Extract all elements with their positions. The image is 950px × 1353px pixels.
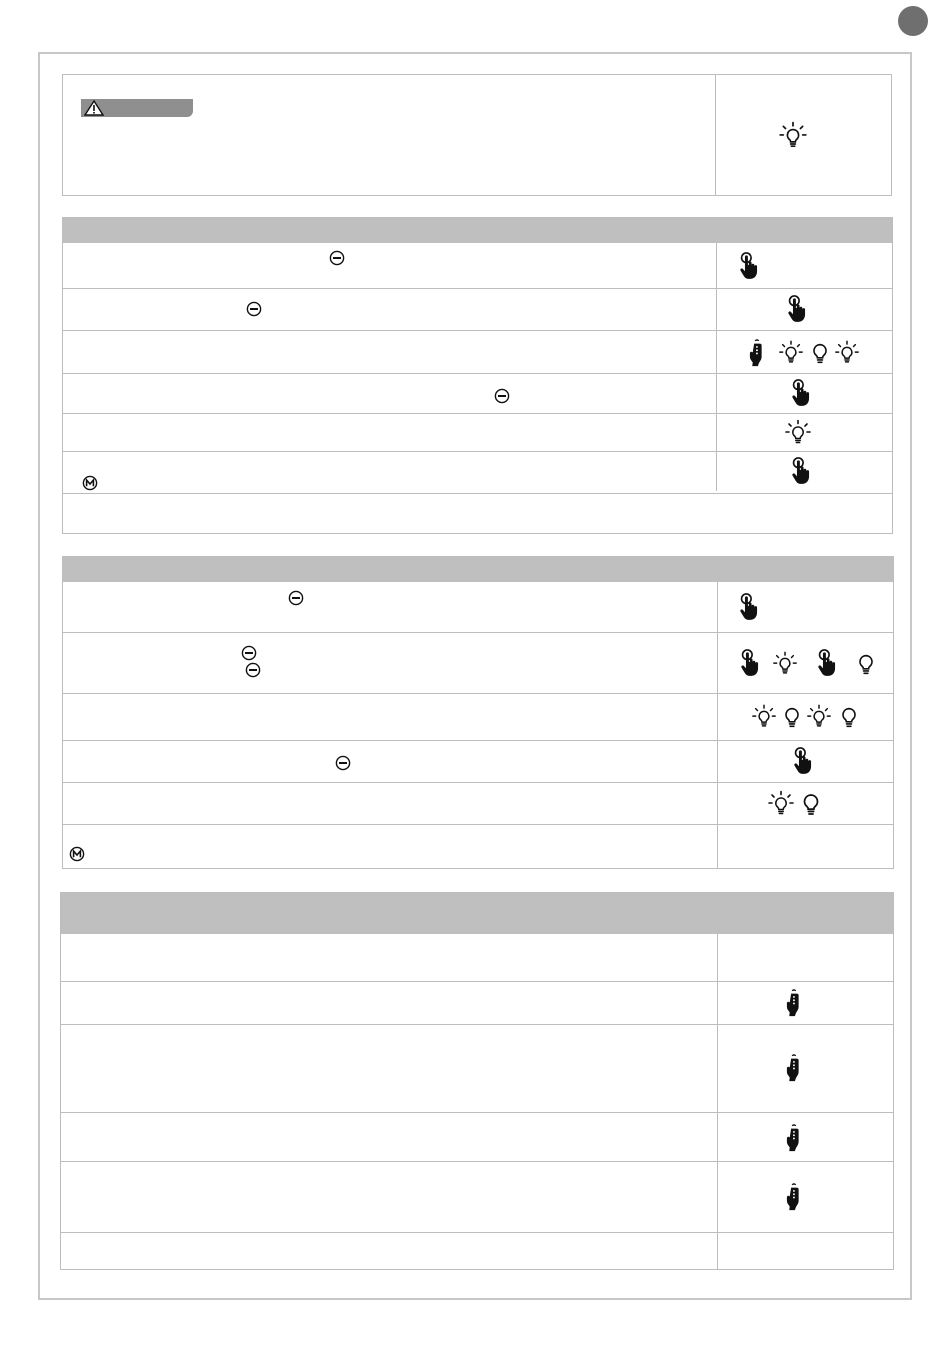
bulb-off-icon	[779, 704, 805, 730]
section-1-table	[62, 217, 893, 534]
bulb-off-icon	[797, 790, 825, 818]
hand-press-icon	[817, 648, 839, 678]
minus-button-icon	[494, 388, 510, 404]
section-3-table	[60, 892, 894, 1270]
table-row	[63, 288, 892, 330]
table-row	[61, 1112, 893, 1161]
minus-button-icon	[335, 755, 351, 771]
minus-button-icon	[246, 301, 262, 317]
hand-press-icon	[739, 592, 761, 622]
page-number-badge	[898, 6, 928, 36]
table-row	[61, 934, 893, 981]
minus-button-icon	[245, 662, 261, 678]
section-2-table	[62, 556, 894, 869]
hand-press-icon	[787, 294, 809, 324]
bulb-on-icon	[751, 704, 777, 730]
remote-hand-icon	[783, 1123, 803, 1153]
warning-box	[62, 74, 892, 196]
table-row	[61, 1161, 893, 1232]
m-button-icon	[82, 475, 98, 491]
minus-button-icon	[329, 250, 345, 266]
warning-triangle-icon	[84, 100, 104, 116]
m-button-icon	[69, 846, 85, 862]
bulb-on-icon	[778, 340, 804, 366]
bulb-off-icon	[836, 704, 862, 730]
section-3-header	[61, 893, 893, 934]
table-row	[63, 632, 893, 693]
bulb-on-icon	[784, 419, 812, 447]
table-row	[61, 1024, 893, 1112]
hand-press-icon	[793, 746, 815, 776]
table-row	[63, 782, 893, 824]
minus-button-icon	[241, 645, 257, 661]
table-row	[63, 330, 892, 373]
hand-press-icon	[791, 378, 813, 408]
table-row	[61, 981, 893, 1024]
table-row	[63, 740, 893, 782]
remote-hand-icon	[783, 1182, 803, 1212]
table-row	[61, 1232, 893, 1271]
section-2-header	[63, 557, 893, 582]
bulb-on-icon	[806, 704, 832, 730]
section-1-header	[63, 218, 892, 243]
table-row	[63, 373, 892, 413]
bulb-on-icon	[834, 340, 860, 366]
table-row-note	[63, 493, 892, 535]
minus-button-icon	[288, 590, 304, 606]
hand-press-icon	[791, 456, 813, 486]
remote-hand-icon	[783, 988, 803, 1018]
remote-hand-icon	[783, 1053, 803, 1083]
bulb-on-icon	[778, 121, 808, 151]
table-row	[63, 693, 893, 740]
table-row	[63, 582, 893, 632]
bulb-on-icon	[772, 651, 798, 677]
table-row	[63, 413, 892, 451]
table-row	[63, 451, 892, 493]
page-frame	[38, 52, 912, 1300]
bulb-off-icon	[807, 340, 833, 366]
table-row	[63, 243, 892, 288]
table-row	[63, 824, 893, 870]
bulb-on-icon	[767, 790, 795, 818]
bulb-off-icon	[853, 651, 879, 677]
column-divider	[715, 75, 716, 195]
hand-press-icon	[740, 648, 762, 678]
warning-label-tag	[81, 99, 193, 117]
hand-press-icon	[739, 251, 761, 281]
remote-hand-icon	[746, 338, 766, 368]
